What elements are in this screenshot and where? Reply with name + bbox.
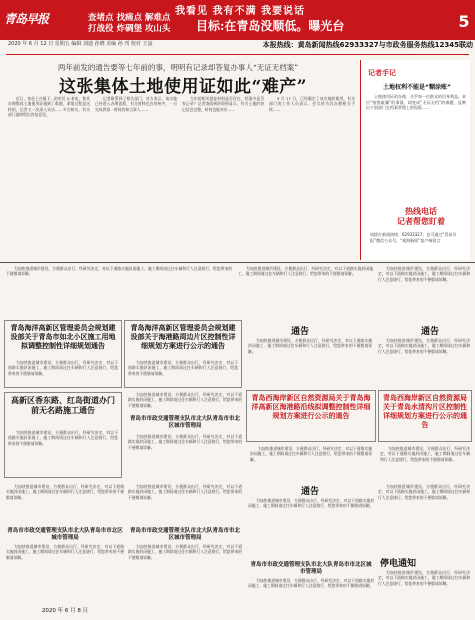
notice-paragraph: 为加快推进城市建设，方便群众出行，经研究决定，对以下道路实施封闭施工，施工期间请过往车辆和行人注意绕行，给您带来的不便敬请谅解。 — [248, 578, 374, 589]
notice-body-2 — [128, 360, 238, 386]
road-notice-body — [8, 430, 118, 474]
campaign-slogans — [88, 13, 188, 35]
notice-body-13 — [248, 498, 374, 558]
notice-body-8 — [380, 446, 470, 476]
notice-paragraph: 为加快推进城市建设，方便群众出行，经研究决定，对以下道路实施封闭施工，施工期间请过往车辆和行人注意绕行，给您带来的不便敬请谅解。 — [6, 266, 232, 277]
notice-paragraph: 为加快推进城市建设，方便群众出行，经研究决定，对以下道路实施封闭施工，施工期间请过往车辆和行人注意绕行，给您带来的不便敬请谅解。 — [128, 434, 242, 450]
notice-body-1 — [8, 360, 118, 386]
article-column-2 — [95, 96, 177, 258]
notice-paragraph: 为加快推进城市建设，方便群众出行，经研究决定，对以下道路实施封闭施工，施工期间请过往车辆和行人注意绕行，给您带来的不便敬请谅解。 — [128, 392, 242, 408]
notice-title-1: 通告 — [290, 327, 309, 337]
notice-body-9 — [6, 484, 124, 524]
contact-info: 请拨打新闻热线：62933327；也可通过“青岛早报”微信公众号、“观海新闻”客户端留言 — [370, 232, 457, 243]
masthead-slogan: 我看见 我有不满 我要说话 — [175, 6, 305, 17]
notice-paragraph: 为加快推进城市建设，方便群众出行，经研究决定，对以下道路实施封闭施工，施工期间请过往车辆和行人注意绕行，给您带来的不便敬请谅解。 — [238, 266, 373, 277]
article-column-3 — [182, 96, 264, 258]
newspaper-logo: 青岛早报 — [4, 12, 49, 26]
notice-body-14 — [248, 578, 374, 614]
article-column-1 — [8, 96, 90, 258]
article-paragraph: 当年的相关批复材料是否存在，档案中是否有记录？记者查阅到的资料显示，有关土地的登记信息完整，时间也能对应…… — [182, 96, 264, 112]
column-title: 目标:在青岛没顺低。曝光台 — [196, 19, 345, 33]
article-paragraph: 近日，家住王台镇下…的市民 G 来电，称其办理集体土地使用证遇到了难题，事情过程是这样的，记者又一次深入采访……多方核实，有关部门最终给出答复意见。 — [8, 96, 90, 117]
sidebar-paragraph: 土地使用证的办理，关乎每一位群众的切身利益。本应“按图索骥”的事情，却变成“无证无档”的难题，反映出个别部门在档案管理上的短板…… — [366, 94, 466, 111]
hotline-promo-line-1: 热线电话 — [405, 206, 437, 216]
notice-paragraph: 为加快推进城市建设，方便群众出行，经研究决定，对以下道路实施封闭施工，施工期间请过往车辆和行人注意绕行，给您带来的不便敬请谅解。 — [378, 484, 470, 500]
issuer-line-3: 青岛市市政交通管理支队市北大队青岛市市北区城市管理局 — [129, 528, 240, 541]
notice-text-top-mid — [238, 266, 373, 316]
notice-headline-2: 青岛海洋高新区管理委员会规划建设部关于海港路周边片区控制性详细规划方案进行公示的通告 — [130, 324, 236, 350]
notice-paragraph: 为加快推进城市建设，方便群众出行，经研究决定，对以下道路实施封闭施工，施工期间请过往车辆和行人注意绕行，给您带来的不便敬请谅解。 — [8, 360, 118, 376]
road-notice-headline: 高新区香东路、红岛街道办门前无名路施工通告 — [11, 396, 115, 415]
notice-text-top-right — [378, 266, 470, 322]
notice-body-11 — [128, 484, 242, 524]
notice-paragraph: 为加快推进城市建设，方便群众出行，经研究决定，对以下道路实施封闭施工，施工期间请过往车辆和行人注意绕行，给您带来的不便敬请谅解。 — [248, 338, 372, 354]
issuer-line-2: 青岛市市政交通管理支队市北大队青岛市市北区城市管理局 — [7, 528, 123, 541]
notice-headline-3: 青岛西海岸新区自然资源局关于青岛海洋高新区海港路沿线拟调整控制性详细规划方案进行公示的通告 — [251, 394, 371, 420]
power-outage-title: 停电通知 — [380, 559, 417, 569]
notice-body-15 — [378, 484, 470, 552]
notice-paragraph: 为加快推进城市建设，方便群众出行，经研究决定，对以下道路实施封闭施工，施工期间请过往车辆和行人注意绕行，给您带来的不便敬请谅解。 — [128, 544, 242, 560]
notice-headline-4: 青岛西海岸新区自然资源局关于青岛水清沟片区控制性详细规划方案进行公示的通告 — [383, 394, 467, 429]
notice-body-7 — [250, 446, 372, 476]
issuer-line-4: 青岛市市政交通管理支队市北大队青岛市市北区城市管理局 — [250, 562, 372, 575]
hotline-promo — [380, 206, 462, 228]
campaign-slogan-line-2: 打战役 炸碉堡 攻山头 — [88, 24, 171, 34]
notice-paragraph: 为加快推进城市建设，方便群众出行，经研究决定，对以下道路实施封闭施工，施工期间请过往车辆和行人注意绕行，给您带来的不便敬请谅解。 — [380, 446, 470, 462]
notice-body-5 — [128, 392, 242, 412]
notice-body-16 — [378, 570, 470, 614]
section-divider — [0, 262, 475, 263]
notice-body-12 — [128, 544, 242, 604]
notice-body-6 — [128, 434, 242, 474]
notice-paragraph: 为加快推进城市建设，方便群众出行，经研究决定，对以下道路实施封闭施工，施工期间请过往车辆和行人注意绕行，给您带来的不便敬请谅解。 — [378, 570, 470, 586]
notice-headline-1: 青岛海洋高新区管理委员会规划建设部关于青岛市如北小区施工用地拟调整控制性详细规划通告 — [10, 324, 116, 350]
reporter-notes-body — [366, 94, 466, 202]
notice-body-10 — [6, 544, 124, 604]
article-paragraph: 9 月 17 日，已经确定了该宗地的使用，有关部门的工作人员表示，会尽快为其办理相关手续…… — [269, 96, 355, 112]
notice-text-top-left — [6, 266, 232, 316]
reporter-notes-title: 记者手记 — [368, 69, 396, 77]
notice-paragraph: 为加快推进城市建设，方便群众出行，经研究决定，对以下道路实施封闭施工，施工期间请过往车辆和行人注意绕行，给您带来的不便敬请谅解。 — [128, 360, 238, 376]
article-paragraph: 记者联系到了相关部门，对方表示，该宗地已经进入办理流程，有关材料也在审核中，一旦完成将第一时间告知当事人…… — [95, 96, 177, 112]
notice-paragraph: 为加快推进城市建设，方便群众出行，经研究决定，对以下道路实施封闭施工，施工期间请过往车辆和行人注意绕行，给您带来的不便敬请谅解。 — [250, 446, 372, 462]
notice-title-3: 通告 — [300, 487, 319, 497]
notice-paragraph: 为加快推进城市建设，方便群众出行，经研究决定，对以下道路实施封闭施工，施工期间请过往车辆和行人注意绕行，给您带来的不便敬请谅解。 — [6, 544, 124, 560]
notice-title-2: 通告 — [420, 327, 439, 337]
header-divider — [6, 54, 469, 55]
article-column-4 — [269, 96, 355, 258]
dateline: 2020 年 6 月 12 日 星期五 编辑 刘迪 孙晓 美编 孙 刊 校对 王淦 — [8, 41, 153, 47]
page-number: 5 — [458, 12, 470, 31]
notice-paragraph: 为加快推进城市建设，方便群众出行，经研究决定，对以下道路实施封闭施工，施工期间请过往车辆和行人注意绕行，给您带来的不便敬请谅解。 — [6, 484, 124, 500]
notice-date: 2020 年 6 月 8 日 — [41, 608, 89, 614]
notice-body-3 — [248, 338, 372, 384]
hotline-banner: 本报热线：黄岛新闻热线62933327与市政务服务热线12345联动 — [262, 41, 473, 49]
notice-paragraph: 为加快推进城市建设，方便群众出行，经研究决定，对以下道路实施封闭施工，施工期间请过往车辆和行人注意绕行，给您带来的不便敬请谅解。 — [378, 266, 470, 282]
notice-paragraph: 为加快推进城市建设，方便群众出行，经研究决定，对以下道路实施封闭施工，施工期间请过往车辆和行人注意绕行，给您带来的不便敬请谅解。 — [128, 484, 242, 500]
hotline-promo-line-2: 记者帮您盯着 — [397, 216, 445, 226]
notice-body-4 — [378, 338, 470, 384]
campaign-slogan-line-1: 查堵点 找痛点 解难点 — [88, 13, 171, 23]
article-kicker: 两年前发的通告要等七年前的事，明明有记录却答复办事人“无证无档案” — [57, 63, 299, 72]
issuer-line-1: 青岛市市政交通管理支队市北大队青岛市市北区城市管理局 — [129, 416, 240, 429]
notice-paragraph: 为加快推进城市建设，方便群众出行，经研究决定，对以下道路实施封闭施工，施工期间请过往车辆和行人注意绕行，给您带来的不便敬请谅解。 — [248, 498, 374, 509]
reporter-notes-headline: 土地权利不能是“糊涂账” — [383, 84, 451, 91]
notice-paragraph: 为加快推进城市建设，方便群众出行，经研究决定，对以下道路实施封闭施工，施工期间请过往车辆和行人注意绕行，给您带来的不便敬请谅解。 — [8, 430, 118, 446]
article-headline: 这张集体土地使用证如此“难产” — [58, 77, 308, 97]
notice-paragraph: 为加快推进城市建设，方便群众出行，经研究决定，对以下道路实施封闭施工，施工期间请过往车辆和行人注意绕行，给您带来的不便敬请谅解。 — [378, 338, 470, 354]
